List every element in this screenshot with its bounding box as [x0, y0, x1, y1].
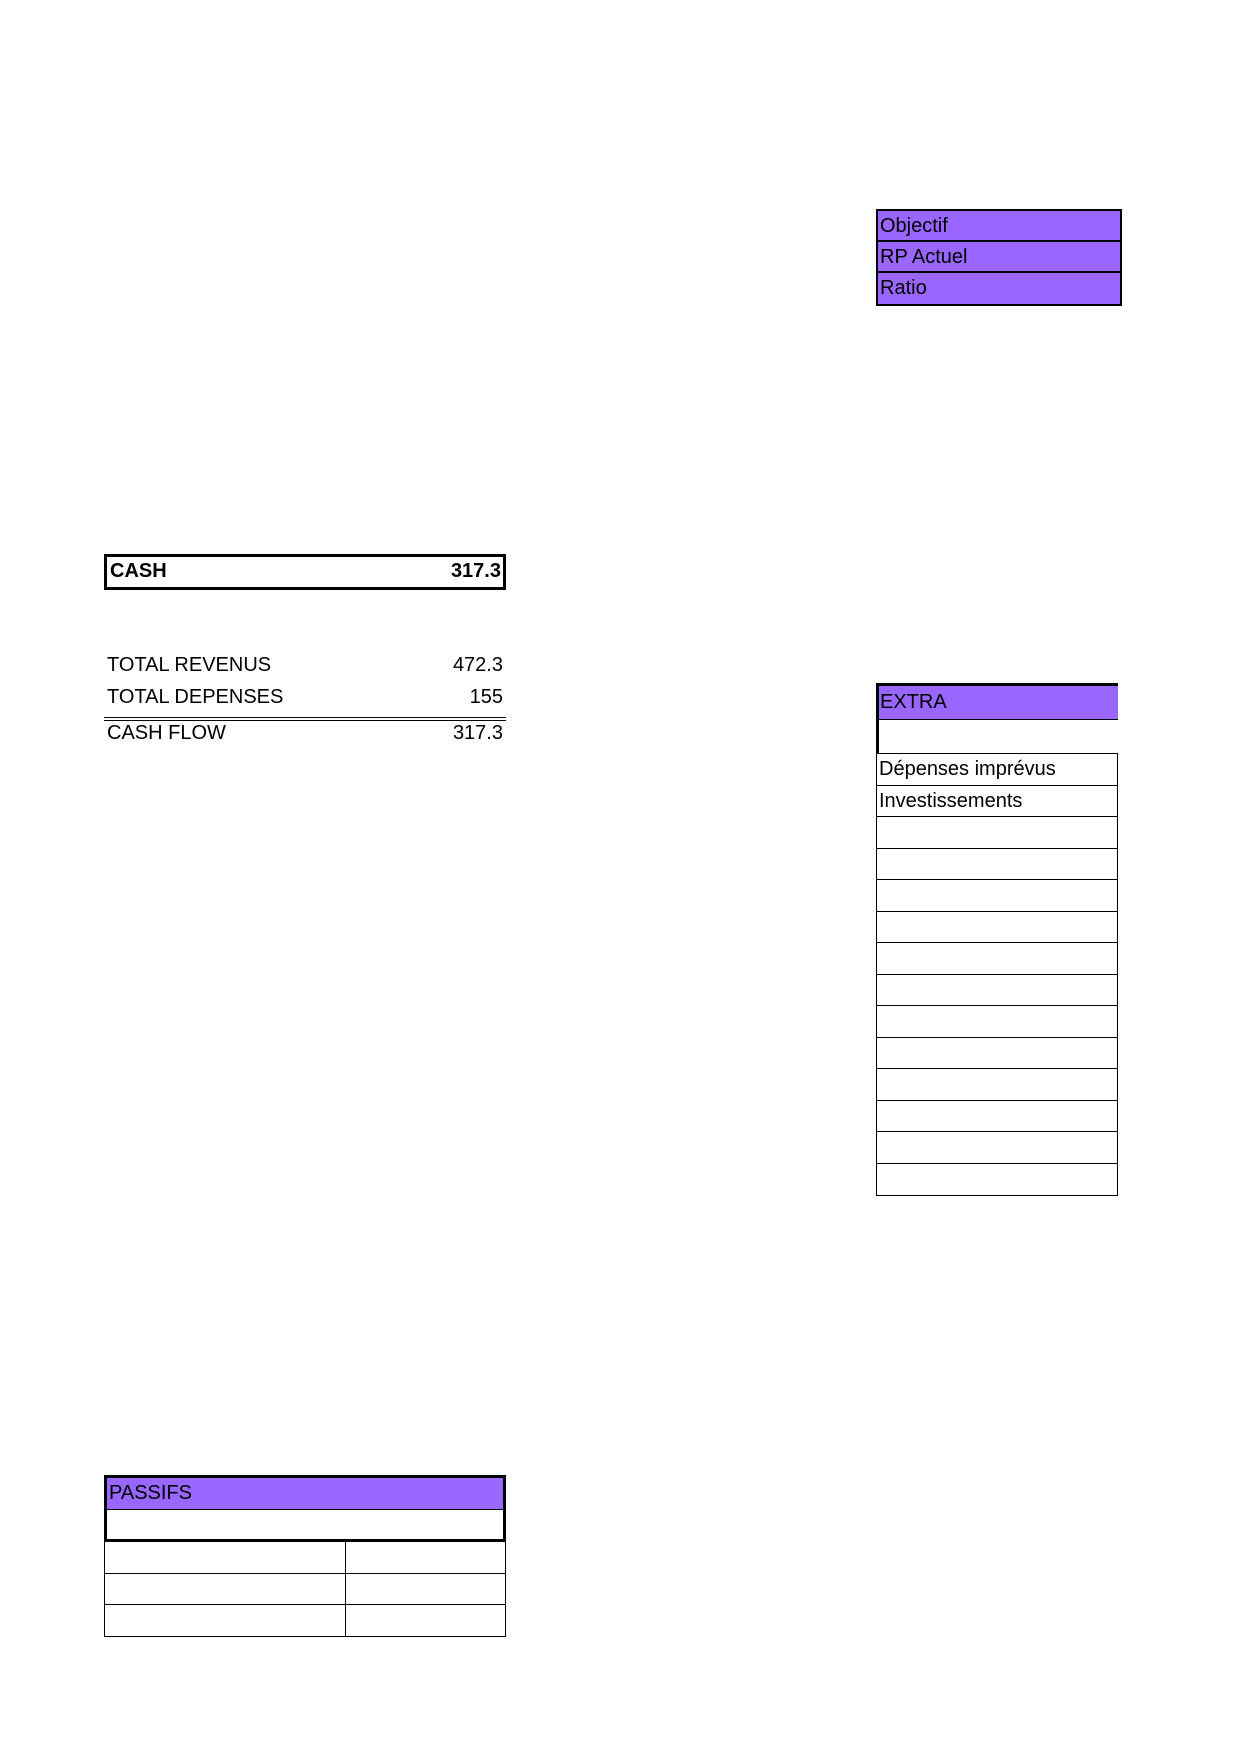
- extra-row: [877, 943, 1117, 975]
- cash-label: CASH: [110, 560, 167, 582]
- objectif-label: Objectif: [878, 211, 1120, 242]
- total-revenus-row: [104, 652, 506, 684]
- extra-rows: [876, 753, 1118, 1196]
- extra-row: [877, 849, 1117, 881]
- extra-row: Dépenses imprévus: [877, 754, 1117, 786]
- table-row: [105, 1605, 505, 1637]
- objectif-table: [876, 209, 1122, 306]
- passifs-cell-name: [105, 1605, 346, 1636]
- extra-row: [877, 1132, 1117, 1164]
- rp-actuel-label: RP Actuel: [878, 242, 1120, 273]
- extra-row: Investissements: [877, 786, 1117, 818]
- passifs-cell-value: [346, 1605, 505, 1636]
- passifs-cell-name: [105, 1574, 346, 1605]
- extra-row: [877, 1038, 1117, 1070]
- passifs-table: [104, 1475, 506, 1637]
- passifs-blank-row: [104, 1509, 506, 1542]
- extra-row: [877, 1164, 1117, 1196]
- cash-flow-value: 317.3: [452, 722, 503, 744]
- table-row: [105, 1574, 505, 1606]
- table-row: [105, 1542, 505, 1574]
- passifs-header: PASSIFS: [104, 1475, 506, 1509]
- passifs-cell-value: [346, 1574, 505, 1605]
- total-depenses-row: [104, 684, 506, 721]
- passifs-cell-value: [346, 1542, 505, 1573]
- extra-row: [877, 1006, 1117, 1038]
- cash-flow-row: [104, 720, 506, 752]
- extra-row: [877, 880, 1117, 912]
- total-revenus-label: TOTAL REVENUS: [107, 654, 272, 676]
- cash-summary-box: [104, 554, 506, 590]
- extra-row: [877, 912, 1117, 944]
- passifs-grid: [104, 1542, 506, 1637]
- total-depenses-value: 155: [469, 686, 503, 708]
- extra-row: [877, 975, 1117, 1007]
- cash-flow-label: CASH FLOW: [107, 722, 226, 744]
- extra-blank-row: [876, 719, 1118, 753]
- total-revenus-value: 472.3: [452, 654, 503, 676]
- ratio-label: Ratio: [880, 277, 927, 299]
- extra-row: [877, 817, 1117, 849]
- extra-row: [877, 1101, 1117, 1133]
- extra-table: [876, 683, 1118, 1196]
- extra-row: [877, 1069, 1117, 1101]
- total-depenses-label: TOTAL DEPENSES: [107, 686, 284, 708]
- passifs-cell-name: [105, 1542, 346, 1573]
- cash-value: 317.3: [450, 560, 501, 582]
- extra-header: EXTRA: [876, 683, 1118, 719]
